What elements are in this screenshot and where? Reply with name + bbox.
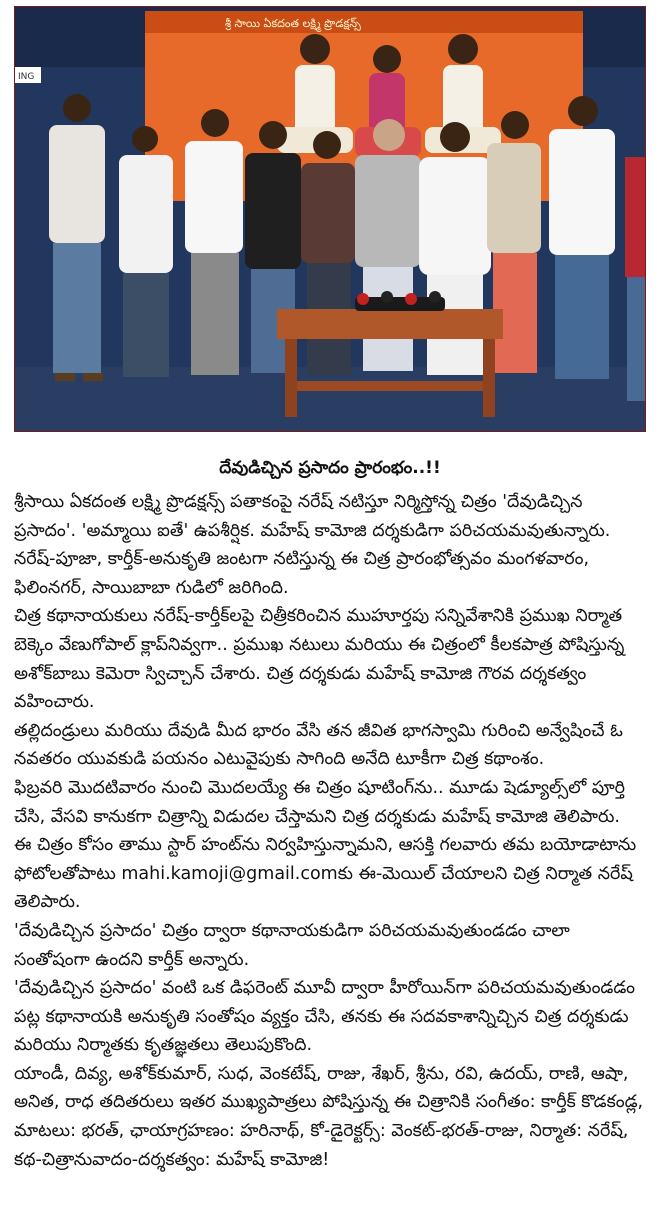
person-3 xyxy=(185,109,243,375)
article-paragraph: ఈ చిత్రం కోసం తాము స్టార్ హంట్‌ను నిర్వహిస్తున్నామని, ఆసక్తి గలవారు తమ బయోడాటాను ఫోటోలతోపాటు mahi.kamoji@gmail.comకు ఈ-మెయిల్ చేయాలని చిత్ర నిర్మాత నరేష్ తెలిపారు. xyxy=(14,835,637,913)
article-paragraph: చిత్ర కథానాయకులు నరేష్-కార్తీక్‌లపై చిత్రీకరించిన ముహూర్తపు సన్నివేశానికి ప్రముఖ నిర్మాత బెక్కెం వేణుగోపాల్ క్లాప్‌నివ్వగా.. ప్రముఖ నటులు మరియు ఈ చిత్రంలో కీలకపాత్ర పోషిస్తున్న అశోక్‌బాబు కెమెరా స్విచ్చాన్ చేశారు. చిత్ర దర్శకుడు మహేష్ కామోజి గౌరవ దర్శకత్వం వహించారు. xyxy=(14,606,625,713)
side-sign-text: ING xyxy=(18,72,35,82)
article-paragraph: ఫిబ్రవరి మొదటివారం నుంచి మొదలయ్యే ఈ చిత్రం షూటింగ్‌ను.. మూడు షెడ్యూల్స్‌లో పూర్తి చేసి, వేసవి కానుకగా చిత్రాన్ని విడుదల చేస్తామని చిత్ర దర్శకుడు మహేష్ కామోజి తెలిపారు. xyxy=(14,777,626,827)
person-1 xyxy=(49,94,105,381)
article-headline: దేవుడిచ్చిన ప్రసాదం ప్రారంభం..!! xyxy=(219,458,441,478)
news-article xyxy=(14,456,646,1174)
press-meet-photo-art xyxy=(15,7,645,431)
article-paragraph: తల్లిదండ్రులు మరియు దేవుడి మీద భారం వేసి తన జీవిత భాగస్వామి గురించి అన్వేషించే ఓ నవతరం యువకుడి పయనం ఎటువైపుకు సాగింది అనేది టూకీగా చిత్ర కథాంశం. xyxy=(14,720,623,770)
person-2 xyxy=(119,126,173,377)
person-10 xyxy=(625,157,645,401)
article-paragraph: 'దేవుడిచ్చిన ప్రసాదం' చిత్రం ద్వారా కథానాయకుడిగా పరిచయమవుతుండడం చాలా సంతోషంగా ఉందని కార్తీక్ అన్నారు. xyxy=(14,920,570,970)
press-meet-photo xyxy=(14,6,646,432)
banner-producer-line: శ్రీ సాయి ఏకదంత లక్ష్మి ప్రొడక్షన్స్ xyxy=(225,17,361,30)
person-9 xyxy=(549,96,615,379)
article-paragraph: శ్రీసాయి ఏకదంత లక్ష్మి ప్రొడక్షన్స్ పతాకంపై నరేష్ నటిస్తూ నిర్మిస్తోన్న చిత్రం 'దేవుడిచ్చిన ప్రసాదం'. 'అమ్మాయి ఐతే' ఉపశీర్షిక. మహేష్ కామోజి దర్శకుడిగా పరిచయమవుతున్నారు. నరేష్-పూజా, కార్తీక్-అనుకృతి జంటగా నటిస్తున్న ఈ చిత్ర ప్రారంభోత్సవం మంగళవారం, ఫిలింనగర్, సాయిబాబా గుడిలో జరిగింది. xyxy=(14,492,611,598)
article-paragraph: యాండీ, దివ్య, అశోక్‌కుమార్, సుధ, వెంకటేష్, రాజు, శేఖర్, శ్రీను, రవి, ఉదయ్, రాణి, ఆషా, అనిత, రాధ తదితరులు ఇతర ముఖ్యపాత్రలు పోషిస్తున్న ఈ చిత్రానికి సంగీతం: కార్తీక్ కొడకండ్ల, మాటలు: భరత్, ఛాయాగ్రహణం: హరినాథ్, కో-డైరెక్టర్స్: వెంకట్-భరత్-రాజు, నిర్మాత: నరేష్, కథ-చిత్రానువాదం-దర్శకత్వం: మహేష్ కామోజి! xyxy=(14,1063,644,1170)
article-paragraph: 'దేవుడిచ్చిన ప్రసాదం' వంటి ఒక డిఫరెంట్ మూవీ ద్వారా హీరోయిన్‌గా పరిచయమవుతుండడం పట్ల కథానాయకి అనుకృతి సంతోషం వ్యక్తం చేసి, తనకు ఈ సదవకాశాన్నిచ్చిన చిత్ర దర్శకుడు మరియు నిర్మాతకు కృతజ్ఞతలు తెలుపుకొంది. xyxy=(14,978,635,1056)
